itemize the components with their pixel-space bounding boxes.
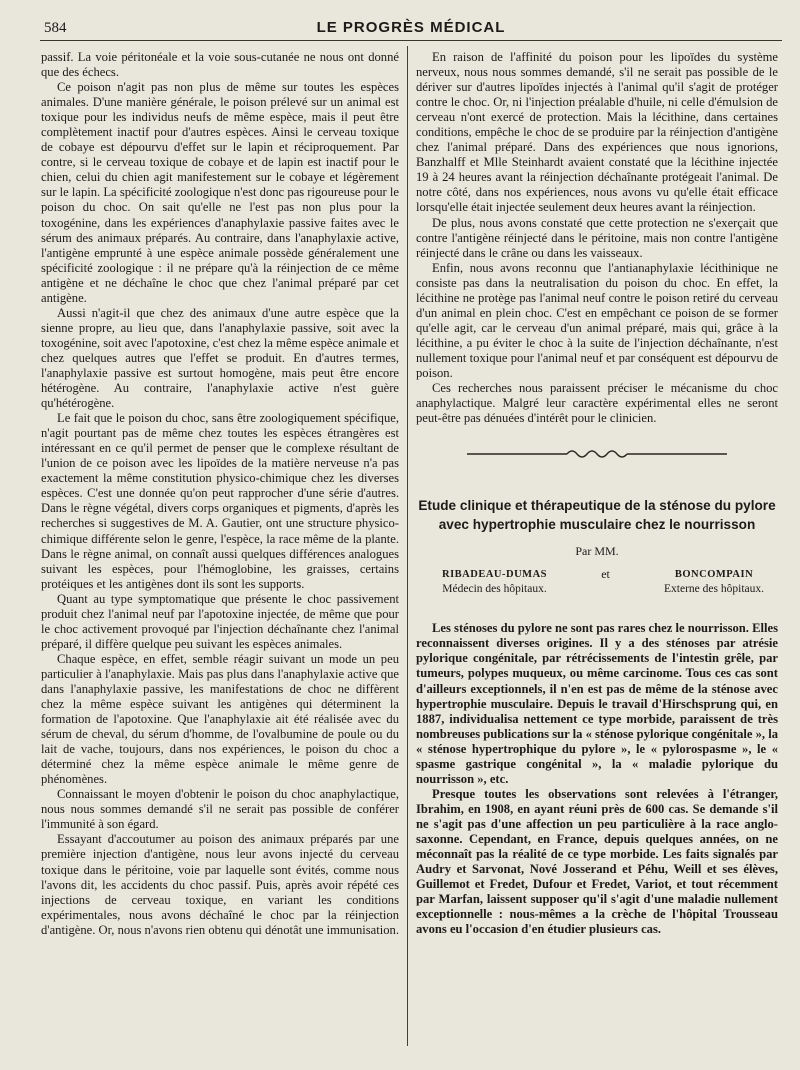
byline: Par MM. — [575, 544, 619, 559]
right-paragraph: En raison de l'affinité du poison pour les lipoïdes du système nerveux, nous nous sommes demandé, s'il ne serait pas possible de le dériver sur d'autres lipoïdes injectés à l'animal qu'il s'agit de protéger contre le choc. Or, ni l'injection préalable d'huile, ni celle d'émulsion de cerveau n'ont exercé de protection. Mais la lécithine, dans certaines conditions, empêche le choc de se produire par la réinjection d'antigène chez l'animal préparé. Dans des expériences que nous ignorions, Banzhalff et Mlle Steinhardt avaient constaté que la lécithine injectée 19 à 24 heures avant la réinjection déchaînante protégeait l'animal. De notre côté, dans nos expériences, nous avons vu qu'elle était efficace lorsqu'elle était injectée seulement deux heures avant la réinjection. — [416, 50, 778, 215]
author-name: RIBADEAU-DUMAS — [442, 569, 548, 581]
ornament-divider — [467, 448, 727, 460]
left-paragraph: Le fait que le poison du choc, sans être zoologiquement spécifique, n'agit pourtant pas de même chez toutes les espèces étrangères est intéressant en ce qu'il permet de penser que le complexe résultant de l'union de ce poison avec les lipoïdes de la matière nerveuse n'a pas exactement la même constitution physico-chimique chez les diverses espèces. C'est une donnée qu'on peut rapprocher d'une série d'autres. Dans le règne végétal, divers corps organiques et pigments, d'après les recherches si suggestives de M. A. Gautier, ont une structure physico-chimique différente selon le genre, l'espèce, la race même de la plante. Dans le règne animal, on connaît aussi quelques différences analogues suivant les espèces, pour l'hémoglobine, les graisses, certains protéiques et les antigènes dont ils sont les supports. — [41, 411, 399, 591]
article-paragraph: Les sténoses du pylore ne sont pas rares chez le nourrisson. Elles reconnaissent diverses origines. Il y a des sténoses par atrésie pylorique congénitale, par rétrécissements de l'intestin grêle, par tumeurs, polypes muqueux, ou même carcinome. Tous ces cas sont d'ailleurs exceptionnels, il n'en est pas de même de la sténose avec hypertrophie musculaire. Depuis le travail d'Hirschsprung qui, en 1887, individualisa nettement ce type morbide, paraissent de très nombreuses publications sur la « sténose pylorique congénitale », la « sténose hypertrophique du pylore », le « pylorospasme », le « spasme gastrique congénital », la « maladie pylorique du nourrisson », etc. — [416, 621, 778, 786]
left-paragraph: Quant au type symptomatique que présente le choc passivement produit chez l'animal neuf par l'apotoxine injectée, de même que pour le choc activement provoqué par l'injection déchaînante chez l'animal préparé, il diffère quelque peu suivant les espèces animales. — [41, 591, 399, 651]
authors-block — [416, 567, 778, 597]
page-number: 584 — [44, 20, 67, 36]
left-paragraph: Aussi n'agit-il que chez des animaux d'une autre espèce que la sienne propre, au lieu que, dans l'anaphylaxie passive, soit avec la toxogénine, soit avec l'apotoxine, c'est chez la même espèce animale et chez quelques autres que l'effet se produit. En d'autres termes, l'anaphylaxie passive est surtout homogène, mais peut être encore hétérogène. Au contraire, l'anaphylaxie active n'est guère qu'hétérogène. — [41, 305, 399, 411]
section-divider — [416, 448, 778, 460]
article-paragraph: Presque toutes les observations sont relevées à l'étranger, Ibrahim, en 1908, en ayant réuni près de 600 cas. Se demande s'il ne s'agit pas d'une affection un peu particulière à la race anglo-saxonne. Cependant, en France, depuis quelques années, on ne méconnaît pas la réalité de ce type morbide. Les faits signalés par Audry et Sarvonat, Nové Josserand et Péhu, Weill et ses élèves, Guillemot et Fredet, Dufour et Fredet, Variot, et tout récemment par Marfan, laissent supposer qu'il s'agit d'une maladie nullement exceptionnelle : nous-mêmes a la crèche de l'hôpital Trousseau avons eu l'occasion d'en étudier plusieurs cas. — [416, 786, 778, 937]
left-paragraph: passif. La voie péritonéale et la voie sous-cutanée ne nous ont donné que des échecs. — [41, 50, 399, 80]
left-paragraph: Chaque espèce, en effet, semble réagir suivant un mode un peu particulier à l'anaphylaxie. Mais pas plus dans l'anaphylaxie active que dans l'anaphylaxie passive, les manifestations de choc ne diffèrent chez la même espèce suivant les antigènes qui déterminent la formation de l'apotoxine. Que l'anaphylaxie ait été réalisée avec du sérum de cheval, du sérum d'homme, de l'ovalbumine de poule ou du lait de vache, toujours, dans nos expériences, le poison du choc a déterminé chez la même espèce animale le même genre de phénomènes. — [41, 651, 399, 787]
left-paragraph: Ce poison n'agit pas non plus de même sur toutes les espèces animales. D'une manière générale, le poison prélevé sur un animal est toxique pour les individus neufs de même espèce, mais il peut être complètement inactif pour d'autres espèces. Ainsi le cerveau toxique de cobaye est dépourvu d'effet sur le lapin et réciproquement. Par contre, si le cerveau toxique de cobaye et de lapin est inactif pour le chien, celui du chien agit manifestement sur le cobaye et légèrement sur le lapin. La spécificité zoologique n'est donc pas rigoureuse pour le poison du choc. On sait qu'elle ne l'est pas non plus pour la toxogénine, dans les expériences d'anaphylaxie passive faites avec le sérum des animaux préparés. Au contraire, dans l'anaphylaxie active, l'antigène emprunté à une espèce animale possède généralement une spécificité zoologique : il ne prépare qu'à la réinjection de ce même antigène et ne déchaîne le choc que chez l'animal préparé par cet antigène. — [41, 80, 399, 305]
left-paragraph: Essayant d'accoutumer au poison des animaux préparés par une première injection d'antigène, nous leur avons injecté du cerveau toxique dans le péritoine, voie par laquelle sont évités, comme nous l'avons dit, les accidents du choc passif. Puis, après avoir répété ces injections de cerveau toxique, en variant les conditions expérimentales, nous avons déchaîné le choc par la réinjection d'antigène. Or, nous n'avons rien obtenu qui dénotât une immunisation. — [41, 832, 399, 937]
author-boncompain — [664, 567, 764, 597]
right-paragraph: De plus, nous avons constaté que cette protection ne s'exerçait que contre l'antigène réinjecté dans le péritoine, mais non contre l'antigène réinjecté dans le crâne ou dans les vaisseaux. — [416, 215, 778, 260]
article-body — [416, 621, 778, 937]
author-affiliation: Médecin des hôpitaux. — [442, 583, 547, 596]
column-rule — [407, 46, 408, 1046]
author-conjunction: et — [601, 567, 610, 582]
left-paragraph: Connaissant le moyen d'obtenir le poison du choc anaphylactique, nous nous sommes demandé s'il ne serait pas possible de conférer l'immunité à son égard. — [41, 787, 399, 832]
author-name: BONCOMPAIN — [674, 569, 754, 581]
right-column — [416, 50, 778, 937]
author-ribadeau-dumas — [442, 567, 547, 597]
article-title: Etude clinique et thérapeutique de la sténose du pylore avec hypertrophie musculaire chez le nourrisson — [418, 498, 776, 533]
right-paragraph: Enfin, nous avons reconnu que l'antianaphylaxie lécithinique ne consiste pas dans la neutralisation du poison du choc. En effet, la lécithine ne protège pas l'animal neuf contre le poison retiré du cerveau d'un animal en plein choc. C'est en empêchant ce poison de se former qu'elle agit, car le cerveau d'un animal préparé, mais qui, grâce à la lécithine, a pu éviter le choc à la suite de l'injection déchaînante, n'est nullement toxique pour l'animal neuf et par conséquent est dépourvu de poison. — [416, 260, 778, 380]
right-paragraph: Ces recherches nous paraissent préciser le mécanisme du choc anaphylactique. Malgré leur caractère expérimental elles ne seront peut-être pas dénuées d'intérêt pour le clinicien. — [416, 381, 778, 426]
left-column — [41, 50, 399, 938]
running-title: LE PROGRÈS MÉDICAL — [316, 19, 506, 36]
page-header — [40, 14, 782, 41]
author-affiliation: Externe des hôpitaux. — [664, 583, 764, 596]
